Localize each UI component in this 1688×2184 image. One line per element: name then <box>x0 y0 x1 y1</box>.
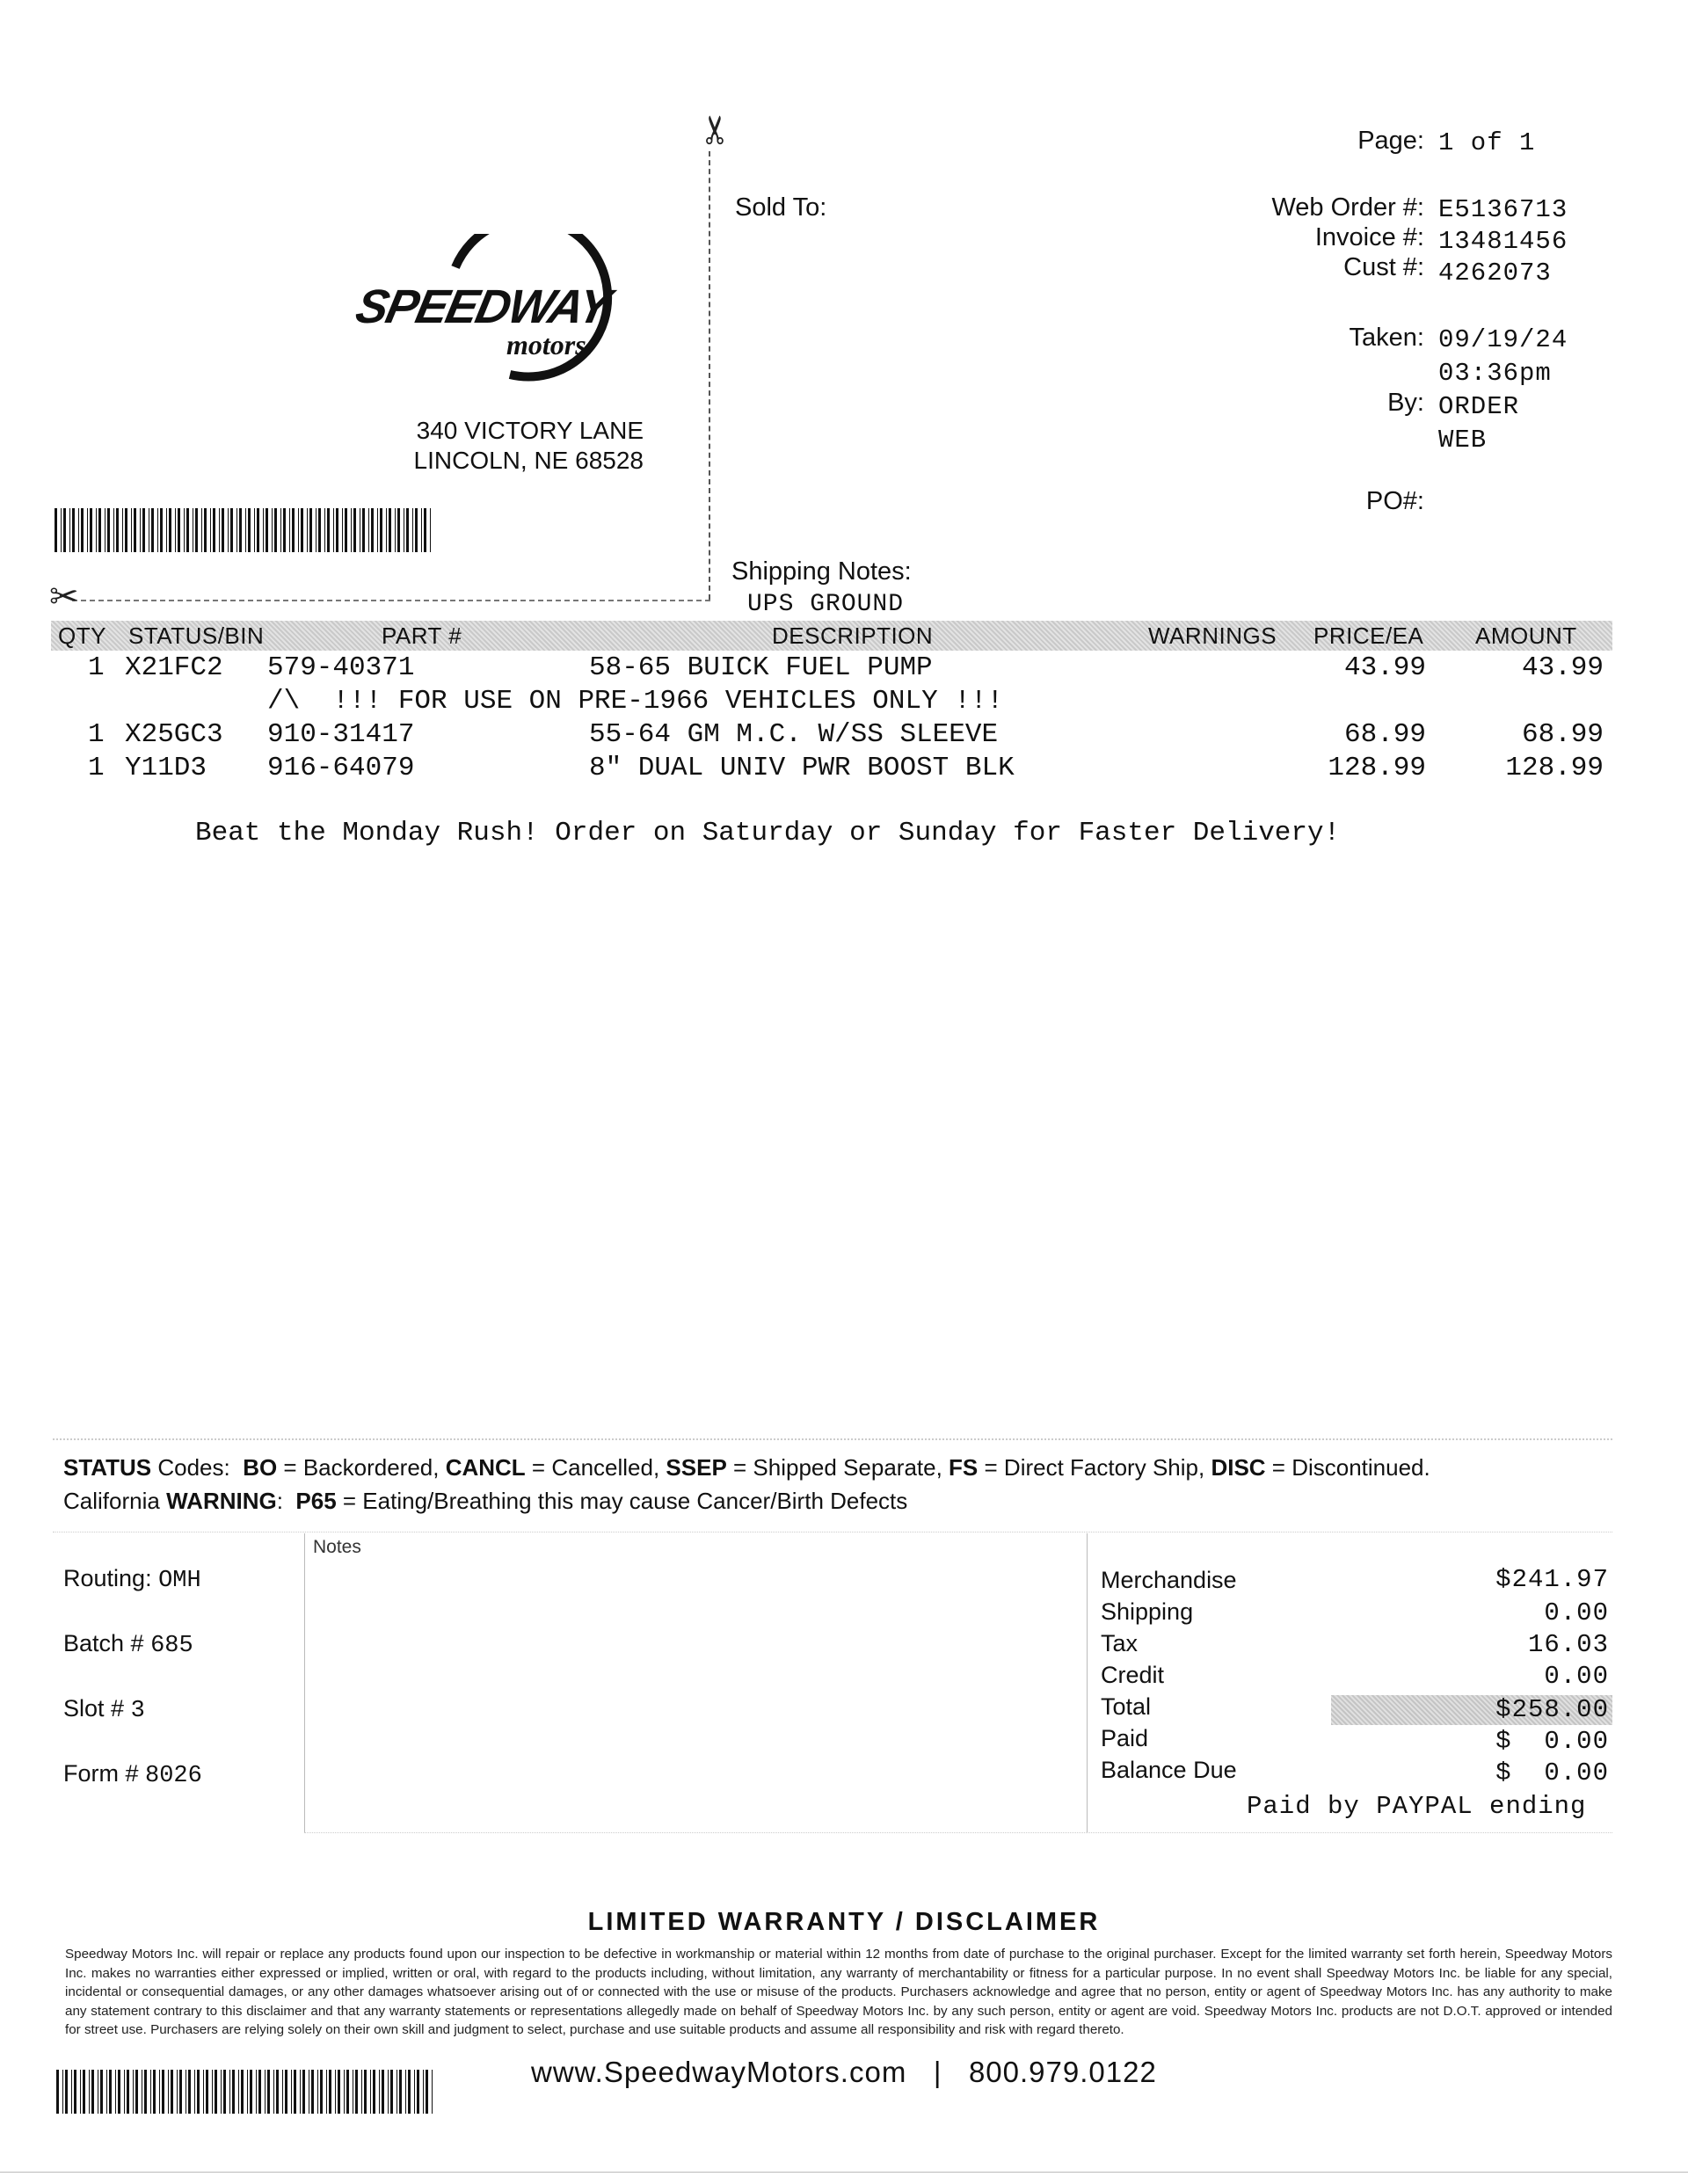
barcode-bar <box>265 2070 266 2114</box>
code-fs-text: = Direct Factory Ship, <box>978 1454 1211 1481</box>
slot-value: 3 <box>130 1698 145 1724</box>
row-status-bin: X21FC2 <box>125 652 223 683</box>
po-label: PO#: <box>1365 487 1424 515</box>
table-row <box>0 652 1688 686</box>
barcode-bar <box>412 508 413 552</box>
barcode-bar <box>221 2070 222 2114</box>
code-disc-text: = Discontinued. <box>1265 1454 1430 1481</box>
web-order-label: Web Order #: <box>1271 193 1424 222</box>
notes-box-right-border <box>1087 1533 1088 1832</box>
barcode-bar <box>215 2070 217 2114</box>
barcode-bar <box>184 508 185 552</box>
ca-colon: : <box>276 1488 296 1514</box>
paid-value: $ 0.00 <box>1495 1727 1609 1756</box>
barcode-bar <box>283 508 286 552</box>
barcode-bar <box>241 2070 244 2114</box>
logo-subtext: motors. <box>506 329 593 360</box>
barcode-top <box>55 508 438 552</box>
barcode-bar <box>159 2070 160 2114</box>
taken-label: Taken: <box>1349 324 1424 352</box>
barcode-bar <box>186 508 189 552</box>
barcode-bar <box>285 2070 287 2114</box>
barcode-bar <box>98 508 101 552</box>
barcode-bar <box>238 2070 239 2114</box>
barcode-bar <box>361 2070 362 2114</box>
barcode-bar <box>223 2070 226 2114</box>
code-ssep-text: = Shipped Separate, <box>726 1454 950 1481</box>
barcode-bar <box>351 508 352 552</box>
bottom-edge-line <box>0 2172 1688 2173</box>
footer-phone[interactable]: 800.979.0122 <box>968 2056 1157 2088</box>
row-price: 128.99 <box>1328 753 1426 783</box>
tax-label: Tax <box>1101 1630 1139 1656</box>
merchandise-label: Merchandise <box>1101 1567 1237 1593</box>
barcode-bar <box>371 508 374 552</box>
routing-value: OMH <box>158 1568 201 1594</box>
barcode-bar <box>380 508 382 552</box>
barcode-bar <box>188 2070 191 2114</box>
barcode-bar <box>56 2070 59 2114</box>
by-value-1: ORDER <box>1438 392 1520 421</box>
routing-label: Routing: <box>63 1565 152 1591</box>
code-disc: DISC <box>1211 1454 1266 1481</box>
speedway-logo <box>352 234 651 383</box>
barcode-bar <box>424 508 426 552</box>
row-qty: 1 <box>88 753 105 783</box>
logo-text: SPEEDWAY <box>351 280 615 333</box>
barcode-bar <box>390 2070 393 2114</box>
barcode-bar <box>397 508 400 552</box>
scissors-icon: ✂ <box>49 578 79 616</box>
barcode-bar <box>373 2070 375 2114</box>
paid-label: Paid <box>1101 1725 1149 1751</box>
barcode-bar <box>276 2070 279 2114</box>
table-row-note <box>0 686 1688 719</box>
ca-label: California <box>63 1488 167 1514</box>
barcode-bar <box>273 2070 274 2114</box>
barcode-bar <box>324 508 325 552</box>
row-price: 68.99 <box>1343 719 1426 750</box>
row-qty: 1 <box>88 652 105 683</box>
row-part: 910-31417 <box>267 719 415 750</box>
row-status-bin: Y11D3 <box>125 753 207 783</box>
barcode-bar <box>100 2070 103 2114</box>
barcode-bar <box>229 2070 230 2114</box>
shipping-label: Shipping <box>1101 1598 1194 1625</box>
barcode-bar <box>379 2070 380 2114</box>
barcode-bar <box>166 508 167 552</box>
barcode-bar <box>346 2070 349 2114</box>
table-row <box>0 719 1688 753</box>
barcode-bar <box>291 2070 292 2114</box>
barcode-bar <box>213 508 215 552</box>
row-description: 8" DUAL UNIV PWR BOOST BLK <box>589 753 1015 783</box>
barcode-bar <box>144 2070 147 2114</box>
row-status-bin: X25GC3 <box>125 719 223 750</box>
barcode-bar <box>106 2070 107 2114</box>
barcode-bar <box>417 2070 419 2114</box>
barcode-bar <box>256 2070 257 2114</box>
barcode-bar <box>131 508 132 552</box>
barcode-bar <box>222 508 224 552</box>
cut-line-vertical <box>709 151 710 600</box>
barcode-bar <box>302 2070 305 2114</box>
barcode-bar <box>72 508 75 552</box>
footer-separator: | <box>933 2056 942 2088</box>
barcode-bar <box>423 2070 424 2114</box>
slot <box>63 1695 145 1724</box>
barcode-bar <box>377 508 378 552</box>
balance-value: $ 0.00 <box>1495 1758 1609 1787</box>
barcode-bar <box>115 2070 116 2114</box>
barcode-bar <box>219 508 220 552</box>
barcode-bar <box>122 508 123 552</box>
barcode-bar <box>389 508 391 552</box>
notes-label: Notes <box>313 1537 361 1557</box>
merchandise-value: $241.97 <box>1495 1565 1609 1594</box>
row-amount: 43.99 <box>1521 652 1604 683</box>
barcode-bar <box>116 508 119 552</box>
row-description: 58-65 BUICK FUEL PUMP <box>589 652 933 683</box>
barcode-bar <box>386 508 387 552</box>
barcode-bar <box>179 2070 182 2114</box>
barcode-bar <box>63 508 66 552</box>
barcode-bar <box>267 2070 270 2114</box>
barcode-bar <box>89 2070 90 2114</box>
barcode-bar <box>169 508 171 552</box>
barcode-bar <box>135 2070 138 2114</box>
col-warnings: WARNINGS <box>1148 622 1277 649</box>
scissors-icon: ✂ <box>694 113 738 146</box>
batch <box>63 1630 193 1659</box>
barcode-bar <box>62 2070 63 2114</box>
barcode-bar <box>232 2070 235 2114</box>
barcode-bar <box>140 508 141 552</box>
barcode-bar <box>257 508 259 552</box>
row-note: /\ !!! FOR USE ON PRE-1966 VEHICLES ONLY !!! <box>267 686 1004 717</box>
barcode-bar <box>432 2070 433 2114</box>
barcode-bar <box>250 2070 252 2114</box>
invoice-label: Invoice #: <box>1314 223 1424 251</box>
code-bo-text: = Backordered, <box>277 1454 446 1481</box>
batch-value: 685 <box>150 1633 193 1659</box>
barcode-bar <box>258 2070 261 2114</box>
barcode-bar <box>327 508 330 552</box>
row-part: 579-40371 <box>267 652 415 683</box>
barcode-bar <box>61 508 62 552</box>
by-value-2: WEB <box>1438 426 1488 455</box>
web-order-value: E5136713 <box>1438 195 1568 224</box>
barcode-bar <box>239 508 242 552</box>
row-qty: 1 <box>88 719 105 750</box>
col-price-ea: PRICE/EA <box>1313 622 1424 649</box>
total-value: $258.00 <box>1495 1695 1609 1724</box>
col-part: PART # <box>382 622 462 649</box>
barcode-bar <box>91 2070 94 2114</box>
barcode-bar <box>336 508 338 552</box>
barcode-bar <box>74 2070 76 2114</box>
barcode-bar <box>71 2070 72 2114</box>
barcode-bar <box>78 508 79 552</box>
col-amount: AMOUNT <box>1475 622 1577 649</box>
barcode-bar <box>203 2070 204 2114</box>
barcode-bar <box>96 508 97 552</box>
barcode-bar <box>247 2070 248 2114</box>
credit-value: 0.00 <box>1544 1662 1609 1691</box>
barcode-bar <box>90 508 92 552</box>
barcode-bar <box>415 508 418 552</box>
barcode-bar <box>338 2070 340 2114</box>
barcode-bar <box>414 2070 415 2114</box>
barcode-bar <box>430 508 431 552</box>
barcode-bar <box>206 2070 208 2114</box>
batch-label: Batch # <box>63 1630 144 1656</box>
row-part: 916-64079 <box>267 753 415 783</box>
address-line-1: 340 VICTORY LANE <box>416 417 644 444</box>
notes-box-left-border <box>304 1533 305 1832</box>
barcode-bar <box>230 508 233 552</box>
barcode-bar <box>280 508 281 552</box>
row-amount: 128.99 <box>1505 753 1604 783</box>
barcode-bar <box>405 2070 406 2114</box>
sold-to-label: Sold To: <box>735 193 827 222</box>
dotted-divider <box>53 1438 1612 1440</box>
footer-contact <box>531 2056 1157 2089</box>
table-row <box>0 753 1688 786</box>
barcode-bar <box>125 508 127 552</box>
tax-value: 16.03 <box>1527 1630 1609 1659</box>
cust-label: Cust #: <box>1343 253 1424 281</box>
barcode-bar <box>388 2070 389 2114</box>
warranty-title: LIMITED WARRANTY / DISCLAIMER <box>587 1908 1101 1936</box>
barcode-bar <box>55 508 57 552</box>
barcode-bar <box>335 2070 336 2114</box>
col-description: DESCRIPTION <box>772 622 934 649</box>
barcode-bar <box>408 2070 411 2114</box>
barcode-bar <box>124 2070 125 2114</box>
barcode-bar <box>81 508 84 552</box>
barcode-bar <box>109 2070 112 2114</box>
barcode-bar <box>228 508 229 552</box>
barcode-bar <box>294 2070 296 2114</box>
barcode-bar <box>370 2070 371 2114</box>
status-label-suffix: Codes: <box>151 1454 244 1481</box>
barcode-bar <box>399 2070 402 2114</box>
barcode-bar <box>329 2070 331 2114</box>
barcode-bar <box>298 508 299 552</box>
row-description: 55-64 GM M.C. W/SS SLEEVE <box>589 719 999 750</box>
form-label: Form # <box>63 1760 139 1787</box>
barcode-bar <box>236 508 237 552</box>
code-fs: FS <box>949 1454 979 1481</box>
cut-line-horizontal <box>72 600 710 601</box>
total-label: Total <box>1101 1693 1152 1720</box>
barcode-bar <box>142 508 145 552</box>
invoice-value: 13481456 <box>1438 227 1568 256</box>
barcode-bar <box>395 508 396 552</box>
barcode-bar <box>272 508 273 552</box>
shipping-value: 0.00 <box>1544 1598 1609 1627</box>
barcode-bar <box>245 508 246 552</box>
barcode-bar <box>212 2070 213 2114</box>
page-value: 1 of 1 <box>1438 128 1536 157</box>
barcode-bar <box>300 2070 301 2114</box>
barcode-bar <box>69 508 70 552</box>
barcode-bar <box>177 2070 178 2114</box>
address-line-2: LINCOLN, NE 68528 <box>413 447 644 474</box>
code-cancl: CANCL <box>445 1454 526 1481</box>
page-label: Page: <box>1357 127 1424 155</box>
barcode-bar <box>105 508 106 552</box>
code-cancl-text: = Cancelled, <box>525 1454 666 1481</box>
barcode-bar <box>178 508 180 552</box>
barcode-bar <box>133 2070 134 2114</box>
barcode-bar <box>317 2070 318 2114</box>
barcode-bar <box>382 2070 384 2114</box>
table-header <box>51 621 1612 651</box>
barcode-bar <box>210 508 211 552</box>
shipping-notes-label: Shipping Notes: <box>731 557 912 586</box>
barcode-bar <box>171 2070 173 2114</box>
barcode-bar <box>157 508 158 552</box>
barcode-bar <box>197 2070 200 2114</box>
warranty-text: Speedway Motors Inc. will repair or replace any products found upon our inspection to be defective in workmanship or material within 12 months from date of purchase to the original purchaser. Except for the limited warranty set forth herein, Speedway Motors Inc. makes no warranties either expressed or implied, written or oral, with regard to the products including, without limitation, any warranty of merchantability or fitness for a particular purpose. In no event shall Speedway Motors Inc. be liable for any special, incidental or consequential damages, or any other damages whatsoever arising out of or connected with the use or misuse of the products. Purchasers acknowledge and agree that no person, entity or agent of Speedway Motors Inc. has any authority to make any statement contrary to this disclaimer and that any warranty statements or representations allegedly made on behalf of Speedway Motors Inc. by any such person, entity or agent are void. Speedway Motors Inc. products are not D.O.T. approved or intended for street use. Purchasers are relying solely on their own skill and judgment to select, purchase and use suitable products and assume all responsibility and risk with regard thereto. <box>65 1947 1612 2037</box>
barcode-bar <box>364 2070 367 2114</box>
barcode-bar <box>368 508 369 552</box>
ca-text: = Eating/Breathing this may cause Cancer/Birth Defects <box>336 1488 908 1514</box>
row-amount: 68.99 <box>1521 719 1604 750</box>
notes-section-bottom-border <box>304 1832 1612 1833</box>
barcode-bar <box>344 2070 345 2114</box>
barcode-bar <box>80 2070 81 2114</box>
barcode-bar <box>254 508 255 552</box>
barcode-bar <box>282 2070 283 2114</box>
code-ssep: SSEP <box>666 1454 727 1481</box>
barcode-bar <box>160 508 163 552</box>
ca-warning <box>63 1488 907 1515</box>
barcode-bar <box>421 508 422 552</box>
balance-label: Balance Due <box>1101 1757 1237 1783</box>
barcode-bar <box>342 508 343 552</box>
barcode-bar <box>118 2070 120 2114</box>
barcode-bottom <box>56 2070 440 2114</box>
barcode-bar <box>301 508 303 552</box>
barcode-bar <box>345 508 347 552</box>
barcode-bar <box>362 508 365 552</box>
barcode-bar <box>150 2070 151 2114</box>
barcode-bar <box>320 2070 323 2114</box>
barcode-bar <box>326 2070 327 2114</box>
barcode-bar <box>248 508 251 552</box>
barcode-bar <box>83 2070 85 2114</box>
cust-value: 4262073 <box>1438 258 1552 288</box>
barcode-bar <box>353 508 356 552</box>
barcode-bar <box>311 2070 314 2114</box>
barcode-bar <box>151 508 154 552</box>
credit-label: Credit <box>1101 1662 1165 1688</box>
barcode-bar <box>289 508 290 552</box>
status-codes <box>63 1454 1430 1481</box>
barcode-bar <box>162 2070 164 2114</box>
slot-label: Slot # <box>63 1695 125 1722</box>
barcode-bar <box>107 508 110 552</box>
barcode-bar <box>307 508 308 552</box>
barcode-bar <box>426 2070 428 2114</box>
col-status-bin: STATUS/BIN <box>128 622 265 649</box>
barcode-bar <box>194 2070 195 2114</box>
form <box>63 1760 202 1789</box>
barcode-bar <box>201 508 202 552</box>
by-label: By: <box>1387 389 1424 417</box>
taken-time: 03:36pm <box>1438 359 1552 388</box>
barcode-bar <box>318 508 321 552</box>
code-bo: BO <box>243 1454 278 1481</box>
ca-warning-word: WARNING <box>166 1488 277 1514</box>
ca-p65: P65 <box>295 1488 337 1514</box>
promo-message: Beat the Monday Rush! Order on Saturday or Sunday for Faster Delivery! <box>195 818 1341 848</box>
status-label: STATUS <box>63 1454 152 1481</box>
form-value: 8026 <box>145 1763 202 1789</box>
barcode-bar <box>113 508 114 552</box>
barcode-bar <box>127 2070 129 2114</box>
shipping-notes-value: UPS GROUND <box>747 591 905 618</box>
barcode-bar <box>309 508 312 552</box>
barcode-bar <box>134 508 136 552</box>
barcode-bar <box>87 508 88 552</box>
barcode-bar <box>65 2070 68 2114</box>
barcode-bar <box>406 508 409 552</box>
barcode-bar <box>266 508 268 552</box>
barcode-bar <box>153 2070 156 2114</box>
barcode-bar <box>175 508 176 552</box>
payment-note: Paid by PAYPAL ending <box>1247 1792 1587 1821</box>
taken-date: 09/19/24 <box>1438 325 1568 354</box>
col-qty: QTY <box>58 622 106 649</box>
barcode-bar <box>274 508 277 552</box>
barcode-bar <box>195 508 198 552</box>
barcode-bar <box>333 508 334 552</box>
barcode-bar <box>292 508 295 552</box>
routing <box>63 1565 201 1594</box>
barcode-bar <box>355 2070 358 2114</box>
row-price: 43.99 <box>1343 652 1426 683</box>
barcode-bar <box>263 508 264 552</box>
barcode-bar <box>204 508 207 552</box>
barcode-bar <box>168 2070 169 2114</box>
footer-website[interactable]: www.SpeedwayMotors.com <box>531 2056 907 2088</box>
